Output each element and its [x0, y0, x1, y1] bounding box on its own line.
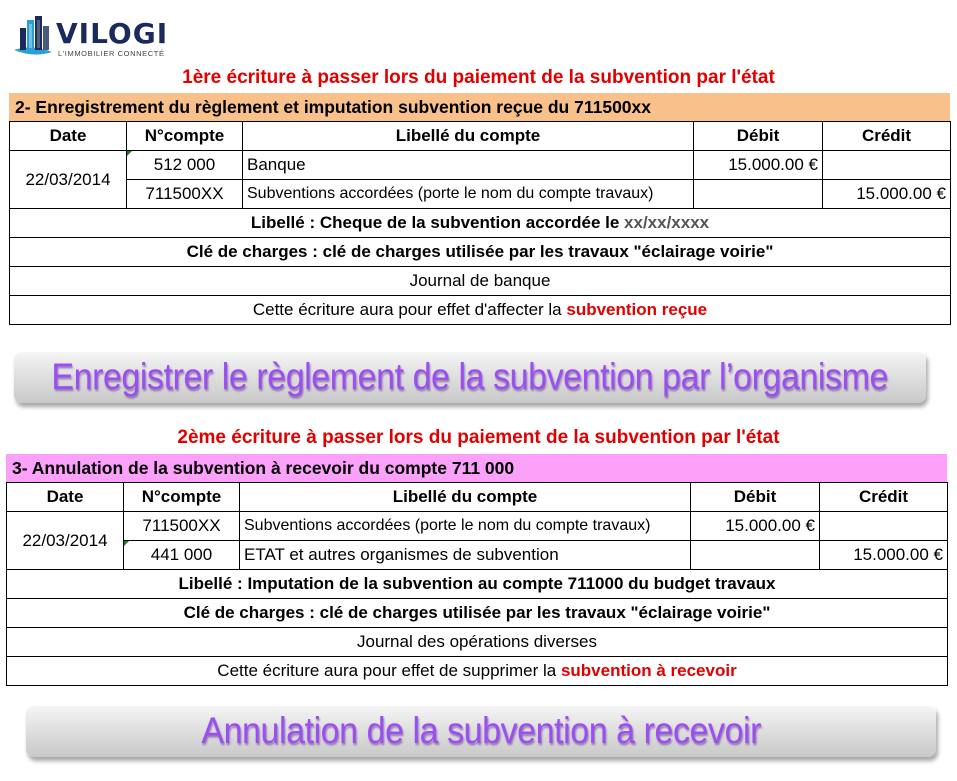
entry2-header: 3- Annulation de la subvention à recevoir du compte 711 000: [6, 454, 947, 482]
entry1-effect-row: [10, 296, 951, 325]
banner-enregistrer-text: Enregistrer le règlement de la subvention par l’organisme: [51, 356, 889, 397]
logo-wordmark: VILOGI: [56, 17, 169, 50]
entry-journal: Journal des opérations diverses: [7, 628, 948, 657]
col-account: N°compte: [127, 122, 243, 151]
account-number: 711500XX: [127, 180, 243, 209]
entry1-journal-row: [10, 267, 951, 296]
col-account: N°compte: [124, 483, 240, 512]
table-row: [7, 512, 948, 541]
entry1-cle-row: [10, 238, 951, 267]
entry1-title: 1ère écriture à passer lors du paiement de la subvention par l'état: [182, 67, 775, 88]
entry1-column-headers: [10, 122, 951, 151]
credit-amount: 15.000.00 €: [823, 180, 951, 209]
credit-amount: [820, 512, 948, 541]
col-debit: Débit: [691, 483, 820, 512]
account-label: Subventions accordées (porte le nom du compte travaux): [243, 180, 694, 209]
banner-annulation: [26, 705, 936, 757]
col-label: Libellé du compte: [240, 483, 691, 512]
col-label: Libellé du compte: [243, 122, 694, 151]
entry-date: 22/03/2014: [10, 151, 127, 209]
entry2-title: 2ème écriture à passer lors du paiement de la subvention par l'état: [177, 427, 780, 448]
effect-highlight: subvention reçue: [566, 300, 708, 319]
entry-date: 22/03/2014: [7, 512, 124, 570]
debit-amount: 15.000.00 €: [691, 512, 820, 541]
col-credit: Crédit: [820, 483, 948, 512]
banner-annulation-text: Annulation de la subvention à recevoir: [201, 710, 761, 751]
effect-highlight: subvention à recevoir: [560, 661, 737, 680]
entry1-libelle-row: [10, 209, 951, 238]
col-credit: Crédit: [823, 122, 951, 151]
entry-effect: [10, 296, 951, 325]
building-logo-icon: [12, 14, 56, 60]
entry-libelle: [10, 209, 951, 238]
entry2-section: [6, 454, 947, 686]
debit-amount: [691, 541, 820, 570]
account-number: 441 000: [124, 541, 240, 570]
banner-enregistrer: [14, 351, 926, 403]
table-row: [7, 541, 948, 570]
logo-tagline: L'IMMOBILIER CONNECTÉ: [58, 49, 165, 58]
credit-amount: [823, 151, 951, 180]
col-date: Date: [7, 483, 124, 512]
entry-journal: Journal de banque: [10, 267, 951, 296]
entry1-header: 2- Enregistrement du règlement et imputation subvention reçue du 711500xx: [9, 93, 950, 121]
entry2-table: [6, 482, 948, 686]
effect-text: Cette écriture aura pour effet d'affecter la: [252, 300, 567, 319]
libelle-date-placeholder: xx/xx/xxxx: [624, 213, 710, 232]
account-label: ETAT et autres organismes de subvention: [240, 541, 691, 570]
account-number: 711500XX: [124, 512, 240, 541]
table-row: [10, 180, 951, 209]
entry2-effect-row: [7, 657, 948, 686]
entry-effect: [7, 657, 948, 686]
debit-amount: [694, 180, 823, 209]
table-row: [10, 151, 951, 180]
entry-cle-charges: Clé de charges : clé de charges utilisée par les travaux "éclairage voirie": [7, 599, 948, 628]
vilogi-logo: [12, 14, 172, 60]
effect-text: Cette écriture aura pour effet de supprimer la: [217, 661, 561, 680]
debit-amount: 15.000.00 €: [694, 151, 823, 180]
entry2-libelle-row: [7, 570, 948, 599]
account-label: Subventions accordées (porte le nom du compte travaux): [240, 512, 691, 541]
entry1-section: [9, 93, 950, 325]
entry2-column-headers: [7, 483, 948, 512]
entry2-cle-row: [7, 599, 948, 628]
entry-libelle: Libellé : Imputation de la subvention au compte 711000 du budget travaux: [7, 570, 948, 599]
col-date: Date: [10, 122, 127, 151]
entry2-journal-row: [7, 628, 948, 657]
entry-cle-charges: Clé de charges : clé de charges utilisée par les travaux "éclairage voirie": [10, 238, 951, 267]
account-label: Banque: [243, 151, 694, 180]
credit-amount: 15.000.00 €: [820, 541, 948, 570]
libelle-text: Libellé : Cheque de la subvention accordée le: [250, 213, 625, 232]
entry1-table: [9, 121, 951, 325]
account-number: 512 000: [127, 151, 243, 180]
col-debit: Débit: [694, 122, 823, 151]
